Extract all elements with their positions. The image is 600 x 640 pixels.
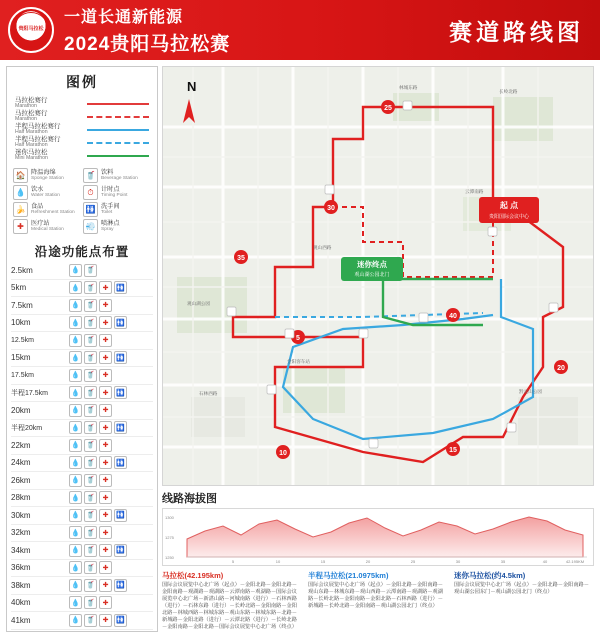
service-row: [11, 472, 153, 490]
route-description-half: [308, 570, 448, 631]
service-distance-label: 22km: [11, 440, 31, 450]
legend-panel: [6, 66, 158, 632]
legend-facility-label: 医疗站 Medical Station: [31, 220, 64, 233]
service-row: [11, 280, 153, 298]
beverage-icon: 🥤: [84, 491, 97, 504]
svg-text:42.195KM: 42.195KM: [565, 559, 585, 564]
svg-text:云潭南路: 云潭南路: [465, 189, 484, 194]
svg-text:贵阳国际会议中心: 贵阳国际会议中心: [488, 214, 530, 220]
service-row: [11, 542, 153, 560]
medical-icon: ✚: [99, 474, 112, 487]
service-distance-label: 32km: [11, 528, 31, 538]
water-icon: 💧: [69, 561, 82, 574]
food-icon: 🍌: [13, 202, 28, 217]
route-desc-title: 半程马拉松(21.0975km): [308, 571, 389, 580]
medical-icon: ✚: [99, 456, 112, 469]
water-icon: 💧: [69, 544, 82, 557]
legend-facility-item: [13, 185, 81, 200]
svg-text:25: 25: [410, 559, 416, 564]
beverage-icon: 🥤: [84, 351, 97, 364]
beverage-icon: 🥤: [84, 456, 97, 469]
svg-text:35: 35: [237, 255, 245, 262]
service-icons: [69, 281, 127, 294]
service-row: [11, 262, 153, 280]
service-distance-label: 40km: [11, 598, 31, 608]
legend-facilities: [7, 166, 157, 238]
legend-line-sample-marathon-solid: [87, 103, 149, 105]
medical-icon: ✚: [99, 351, 112, 364]
beverage-icon: 🥤: [84, 544, 97, 557]
medical-icon: ✚: [99, 439, 112, 452]
water-icon: 💧: [69, 509, 82, 522]
beverage-icon: 🥤: [84, 421, 97, 434]
beverage-icon: 🥤: [84, 369, 97, 382]
beverage-icon: 🥤: [84, 526, 97, 539]
svg-text:长岭北路: 长岭北路: [499, 89, 518, 94]
legend-line-sample-half-solid: [87, 129, 149, 131]
service-distance-label: 2.5km: [11, 265, 33, 275]
legend-lines: [7, 95, 157, 166]
service-row: [11, 507, 153, 525]
svg-text:30: 30: [327, 205, 335, 212]
route-desc-text: 国际会议展览中心北广场（起点）－金阳北路－金阳北路－金阳南路－观湖路－观湖路－云潭南路－观湖路－国际会议展览中心北广场－新湛山路－河城南路（进行）－石林西路（进行）－石林东路（进行）－长岭北路－金阳南路－金阳北路－林城西路－林城东路－观山东路－林城东路－北路－新城路－金阳北路（进行）－云潭北路（进行）－长岭北路－金阳南路－金阳北路－国际会议展览中心北广场（终点）: [162, 582, 297, 631]
beverage-icon: 🥤: [83, 168, 98, 183]
legend-facility-label: 计时点 Timing Point: [101, 186, 128, 199]
beverage-icon: 🥤: [84, 509, 97, 522]
svg-text:35: 35: [500, 559, 506, 564]
service-row: [11, 525, 153, 543]
page-header: [0, 0, 600, 60]
medical-icon: ✚: [99, 491, 112, 504]
legend-line-row: [15, 97, 149, 110]
legend-facility-label: 洗手间 Toilet: [101, 203, 120, 216]
service-icons: [69, 299, 112, 312]
legend-facility-item: [13, 219, 81, 234]
service-icons: [69, 456, 127, 469]
service-distance-label: 7.5km: [11, 300, 33, 310]
beverage-icon: 🥤: [84, 596, 97, 609]
svg-text:15: 15: [320, 559, 326, 564]
service-distance-label: 20km: [11, 405, 31, 415]
medical-icon: ✚: [99, 316, 112, 329]
elevation-svg: [163, 509, 593, 565]
legend-line-sample-mini: [87, 155, 149, 157]
beverage-icon: 🥤: [84, 264, 97, 277]
toilet-icon: 🚻: [114, 544, 127, 557]
legend-facility-label: 喷淋点 Spray: [101, 220, 120, 233]
medical-icon: ✚: [99, 299, 112, 312]
toilet-icon: 🚻: [114, 614, 127, 627]
svg-text:1300: 1300: [165, 515, 174, 520]
svg-text:5: 5: [296, 335, 300, 342]
svg-text:观山湖公园: 观山湖公园: [187, 301, 210, 306]
service-row: [11, 402, 153, 420]
services-list: [7, 262, 157, 634]
timing-icon: ⏱: [83, 185, 98, 200]
water-icon: 💧: [69, 579, 82, 592]
water-icon: 💧: [69, 404, 82, 417]
service-icons: [69, 544, 127, 557]
water-icon: 💧: [69, 351, 82, 364]
beverage-icon: 🥤: [84, 561, 97, 574]
service-icons: [69, 509, 127, 522]
legend-line-label: 迷你马拉松 Mini Marathon: [15, 148, 48, 162]
service-distance-label: 半程20km: [11, 424, 43, 432]
legend-facility-item: [13, 168, 81, 183]
legend-facility-item: [83, 168, 151, 183]
elevation-chart: [162, 508, 594, 566]
service-distance-label: 17.5km: [11, 371, 34, 379]
water-icon: 💧: [69, 491, 82, 504]
svg-text:观山湖公园北门: 观山湖公园北门: [354, 272, 390, 278]
medical-icon: ✚: [99, 334, 112, 347]
toilet-icon: 🚻: [114, 386, 127, 399]
beverage-icon: 🥤: [84, 474, 97, 487]
service-row: [11, 350, 153, 368]
legend-facility-label: 饮料 Beverage Station: [101, 169, 138, 182]
service-distance-label: 5km: [11, 283, 27, 293]
service-icons: [69, 526, 112, 539]
beverage-icon: 🥤: [84, 281, 97, 294]
service-icons: [69, 264, 97, 277]
service-icons: [69, 579, 127, 592]
medical-icon: ✚: [99, 386, 112, 399]
service-row: [11, 367, 153, 385]
legend-line-row: [15, 123, 149, 136]
medical-icon: ✚: [99, 369, 112, 382]
mini-finish-label: [341, 257, 403, 281]
svg-text:15: 15: [449, 447, 457, 454]
service-row: [11, 612, 153, 630]
svg-text:迷你终点: 迷你终点: [357, 260, 387, 269]
svg-text:30: 30: [455, 559, 461, 564]
service-icons: [69, 491, 112, 504]
legend-line-row: [15, 110, 149, 123]
water-icon: 💧: [69, 526, 82, 539]
service-distance-label: 30km: [11, 510, 31, 520]
legend-facility-item: [83, 219, 151, 234]
route-desc-title: 马拉松(42.195km): [162, 571, 224, 580]
start-label: [479, 197, 539, 223]
beverage-icon: 🥤: [84, 316, 97, 329]
svg-text:观山西路: 观山西路: [313, 245, 332, 250]
sponsor-title: 一道长通新能源: [64, 9, 184, 26]
service-icons: [69, 334, 112, 347]
service-row: [11, 560, 153, 578]
svg-text:1275: 1275: [165, 535, 174, 540]
elevation-section: [162, 490, 594, 632]
medical-icon: ✚: [99, 579, 112, 592]
service-row: [11, 455, 153, 473]
water-icon: 💧: [69, 369, 82, 382]
route-descriptions: [162, 570, 594, 631]
service-row: [11, 297, 153, 315]
water-icon: 💧: [69, 299, 82, 312]
water-icon: 💧: [69, 474, 82, 487]
svg-text:20: 20: [365, 559, 371, 564]
beverage-icon: 🥤: [84, 386, 97, 399]
service-icons: [69, 439, 112, 452]
svg-text:石林西路: 石林西路: [199, 391, 218, 396]
service-distance-label: 38km: [11, 580, 31, 590]
water-icon: 💧: [69, 439, 82, 452]
legend-line-label: 半程马拉松赛行 Half Marathon: [15, 135, 61, 149]
water-icon: 💧: [69, 386, 82, 399]
service-row: [11, 332, 153, 350]
service-distance-label: 34km: [11, 545, 31, 555]
svg-text:40: 40: [449, 313, 457, 320]
service-distance-label: 28km: [11, 493, 31, 503]
legend-line-label: 马拉松赛行 Marathon: [15, 96, 48, 110]
legend-line-row: [15, 149, 149, 162]
water-icon: 💧: [69, 281, 82, 294]
service-row: [11, 437, 153, 455]
medical-icon: ✚: [99, 404, 112, 417]
sponge-icon: 🏠: [13, 168, 28, 183]
service-icons: [69, 421, 127, 434]
page-title: 赛道路线图: [449, 18, 584, 45]
service-icons: [69, 351, 127, 364]
service-row: [11, 315, 153, 333]
toilet-icon: 🚻: [114, 351, 127, 364]
course-map-svg: [163, 67, 594, 486]
legend-facility-item: [83, 185, 151, 200]
beverage-icon: 🥤: [84, 579, 97, 592]
beverage-icon: 🥤: [84, 439, 97, 452]
svg-text:N: N: [187, 79, 197, 94]
medical-icon: ✚: [99, 561, 112, 574]
water-icon: 💧: [69, 316, 82, 329]
legend-facility-label: 食品 Refreshment Station: [31, 203, 75, 216]
water-icon: 💧: [13, 185, 28, 200]
svg-text:5: 5: [231, 559, 235, 564]
service-row: [11, 385, 153, 403]
service-icons: [69, 614, 127, 627]
toilet-icon: 🚻: [83, 202, 98, 217]
legend-facility-label: 饮水 Water Station: [31, 186, 60, 199]
legend-line-sample-marathon-dashed: [87, 116, 149, 118]
service-row: [11, 577, 153, 595]
svg-text:20: 20: [557, 365, 565, 372]
legend-facility-item: [83, 202, 151, 217]
svg-text:40: 40: [542, 559, 548, 564]
svg-text:10: 10: [279, 450, 287, 457]
legend-line-label: 半程马拉松赛行 Half Marathon: [15, 122, 61, 136]
service-distance-label: 36km: [11, 563, 31, 573]
toilet-icon: 🚻: [114, 316, 127, 329]
water-icon: 💧: [69, 614, 82, 627]
service-icons: [69, 316, 127, 329]
beverage-icon: 🥤: [84, 614, 97, 627]
legend-line-row: [15, 136, 149, 149]
svg-text:金阳客车站: 金阳客车站: [287, 359, 310, 364]
service-icons: [69, 404, 112, 417]
medical-icon: ✚: [99, 526, 112, 539]
service-icons: [69, 369, 112, 382]
svg-text:林城东路: 林城东路: [399, 85, 418, 90]
medical-icon: ✚: [99, 596, 112, 609]
service-distance-label: 24km: [11, 458, 31, 468]
service-distance-label: 41km: [11, 615, 31, 625]
medical-icon: ✚: [99, 421, 112, 434]
water-icon: 💧: [69, 456, 82, 469]
route-description-mini: [454, 570, 594, 631]
legend-facility-label: 降温海绵 Sponge Station: [31, 169, 64, 182]
route-description-marathon: [162, 570, 302, 631]
toilet-icon: 🚻: [114, 509, 127, 522]
legend-title: 图例: [66, 74, 98, 90]
legend-facility-item: [13, 202, 81, 217]
spray-icon: 💨: [83, 219, 98, 234]
route-desc-text: 国际会议展览中心北广场（起点）－金阳北路－金阳南路－观山湖公园东门－观山湖公园北门（终点）: [454, 582, 589, 596]
services-title: 沿途功能点布置: [34, 245, 130, 259]
legend-line-label: 马拉松赛行 Marathon: [15, 109, 48, 123]
service-row: [11, 595, 153, 613]
service-distance-label: 15km: [11, 353, 31, 363]
service-distance-label: 12.5km: [11, 336, 34, 344]
service-icons: [69, 386, 127, 399]
svg-text:1250: 1250: [165, 555, 174, 560]
medical-icon: ✚: [99, 614, 112, 627]
medical-icon: ✚: [99, 544, 112, 557]
toilet-icon: 🚻: [114, 456, 127, 469]
water-icon: 💧: [69, 264, 82, 277]
toilet-icon: 🚻: [114, 579, 127, 592]
beverage-icon: 🥤: [84, 404, 97, 417]
svg-text:黔灵山公园: 黔灵山公园: [519, 389, 542, 394]
event-logo-text: 贵阳马拉松: [18, 26, 44, 33]
event-title: 2024贵阳马拉松赛: [64, 34, 231, 55]
event-logo: [8, 7, 54, 53]
route-desc-text: 国际会议展览中心北广场（起点）－金阳北路－金阳南路－观山东路－林城东路－观山西路－云潭南路－观湖路－观湖路－长岭北路－金阳南路－金阳北路－石林西路（进行）－新城路－长岭北路－金阳南路－观山湖公园北门（终点）: [308, 582, 443, 610]
service-distance-label: 26km: [11, 475, 31, 485]
toilet-icon: 🚻: [114, 421, 127, 434]
elevation-title: 线路海拔图: [162, 493, 217, 505]
medical-icon: ✚: [13, 219, 28, 234]
course-map[interactable]: [162, 66, 594, 486]
beverage-icon: 🥤: [84, 299, 97, 312]
service-row: [11, 420, 153, 438]
svg-text:10: 10: [275, 559, 281, 564]
svg-text:起 点: 起 点: [499, 201, 519, 210]
service-icons: [69, 474, 112, 487]
service-row: [11, 490, 153, 508]
legend-line-sample-half-dashed: [87, 142, 149, 144]
medical-icon: ✚: [99, 281, 112, 294]
title-block: [64, 4, 230, 56]
service-icons: [69, 561, 112, 574]
toilet-icon: 🚻: [114, 281, 127, 294]
water-icon: 💧: [69, 596, 82, 609]
service-distance-label: 10km: [11, 318, 31, 328]
svg-text:25: 25: [384, 105, 392, 112]
water-icon: 💧: [69, 334, 82, 347]
beverage-icon: 🥤: [84, 334, 97, 347]
service-icons: [69, 596, 112, 609]
water-icon: 💧: [69, 421, 82, 434]
medical-icon: ✚: [99, 509, 112, 522]
service-distance-label: 半程17.5km: [11, 389, 48, 397]
route-desc-title: 迷你马拉松(约4.5km): [454, 571, 526, 580]
